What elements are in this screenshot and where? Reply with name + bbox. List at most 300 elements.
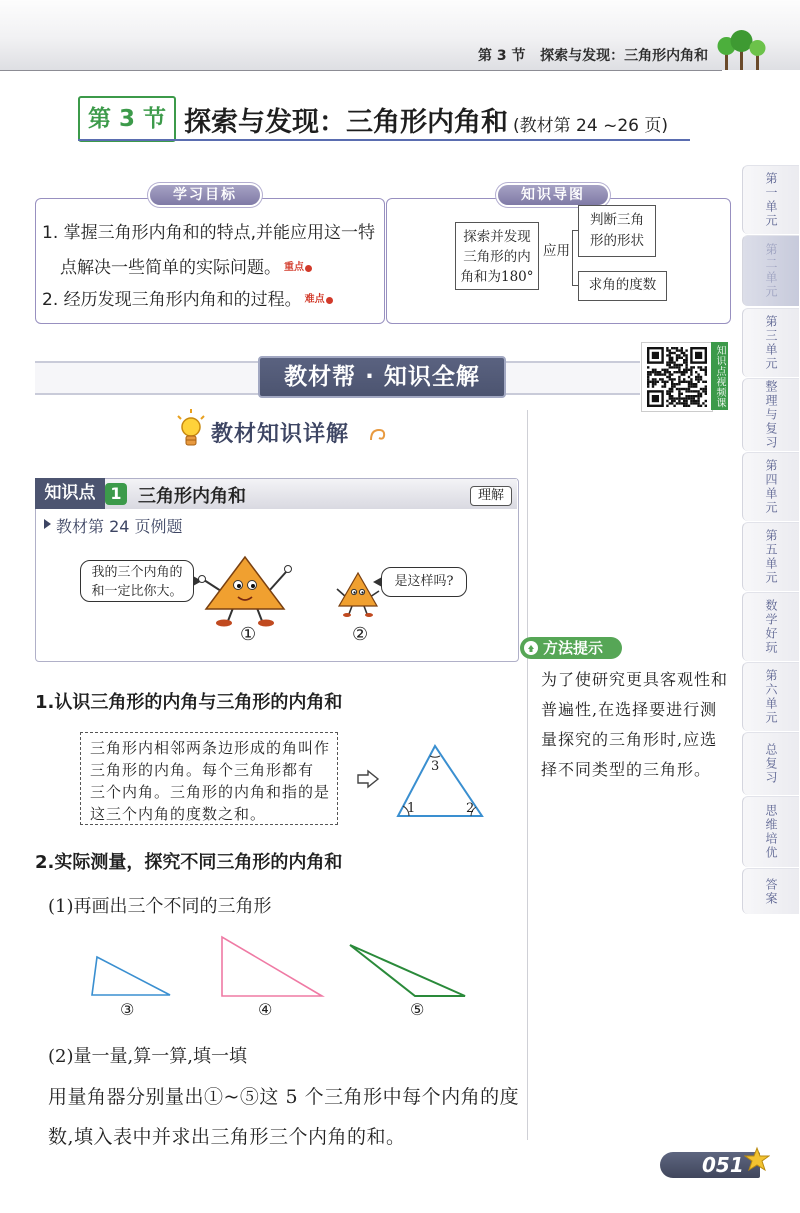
- qr-module: [657, 371, 659, 373]
- textbook-page-range: (教材第 24 ~26 页): [513, 116, 668, 136]
- leg: [228, 608, 233, 621]
- triangle-body: [339, 573, 377, 606]
- goal-1-line-2: [60, 256, 312, 280]
- qr-module: [695, 390, 697, 392]
- qr-module: [673, 397, 675, 399]
- qr-module: [685, 369, 687, 371]
- qr-module: [666, 376, 668, 378]
- side-tab-math-fun[interactable]: 数学好玩: [742, 592, 799, 661]
- qr-module: [695, 385, 697, 387]
- qr-module: [690, 383, 692, 385]
- qr-module: [697, 395, 699, 397]
- qr-module: [669, 364, 671, 366]
- qr-module: [697, 366, 699, 368]
- qr-module: [647, 366, 649, 368]
- header-section: 第 3 节: [478, 48, 526, 64]
- angle-label-3: 3: [431, 759, 440, 774]
- shoe: [365, 613, 373, 617]
- method-tip-line: 量探究的三角形时,应选: [541, 730, 718, 749]
- arm: [269, 572, 286, 591]
- qr-module: [681, 347, 683, 349]
- qr-module: [693, 390, 695, 392]
- page-title: 探索与发现：三角形内角和: [184, 107, 508, 138]
- qr-module: [671, 395, 673, 397]
- triangle-label-4: ④: [258, 1000, 273, 1019]
- qr-module: [690, 390, 692, 392]
- qr-module: [669, 371, 671, 373]
- qr-module: [678, 393, 680, 395]
- qr-module: [681, 388, 683, 390]
- shoe: [216, 620, 232, 627]
- definition-line: 三个内角。三角形的内角和指的是: [90, 783, 331, 801]
- qr-module: [705, 385, 707, 387]
- qr-module: [678, 378, 680, 380]
- header-section-title: [478, 45, 708, 65]
- figure-label-1: ①: [240, 624, 257, 645]
- qr-module: [681, 393, 683, 395]
- qr-module: [671, 383, 673, 385]
- qr-module: [683, 381, 685, 383]
- qr-module: [678, 366, 680, 368]
- qr-module: [678, 388, 680, 390]
- map-leaf-line: 形的形状: [590, 233, 644, 249]
- instruction-line: 数,填入表中并求出三角形三个内角的和。: [48, 1126, 406, 1148]
- drawn-triangles: [80, 930, 480, 1002]
- qr-module: [688, 383, 690, 385]
- qr-module: [700, 405, 702, 407]
- qr-module: [683, 400, 685, 402]
- qr-module: [669, 352, 671, 354]
- qr-module: [661, 378, 663, 380]
- example-reference: 教材第 24 页例题: [56, 517, 183, 536]
- qr-finder: [695, 352, 702, 359]
- qr-module: [661, 385, 663, 387]
- qr-modules: [647, 347, 707, 407]
- qr-module: [664, 369, 666, 371]
- hand: [285, 566, 292, 573]
- qr-module: [671, 400, 673, 402]
- arm: [204, 580, 221, 591]
- qr-module: [666, 361, 668, 363]
- method-tip-line: 择不同类型的三角形。: [541, 760, 712, 779]
- bubble-line: 和一定比你大。: [91, 584, 183, 599]
- qr-module: [683, 369, 685, 371]
- side-tab-answers[interactable]: 答案: [742, 868, 799, 914]
- goal-2: [42, 288, 333, 312]
- qr-module: [671, 359, 673, 361]
- qr-module: [690, 400, 692, 402]
- goal-1-line-1: 1. 掌握三角形内角和的特点,并能应用这一特: [42, 223, 376, 243]
- qr-module: [676, 364, 678, 366]
- qr-module: [705, 369, 707, 371]
- qr-module: [688, 388, 690, 390]
- qr-module: [685, 397, 687, 399]
- qr-module: [673, 371, 675, 373]
- qr-module: [683, 397, 685, 399]
- goal-1-line-2-text: 点解决一些简单的实际问题。: [60, 258, 281, 278]
- qr-module: [673, 378, 675, 380]
- section-title: 教材知识详解: [211, 422, 350, 447]
- qr-module: [666, 405, 668, 407]
- qr-module: [702, 388, 704, 390]
- map-branch-label: 应用: [543, 243, 570, 259]
- qr-module: [693, 400, 695, 402]
- instruction-line: 用量角器分别量出①~⑤这 5 个三角形中每个内角的度: [48, 1086, 520, 1108]
- qr-module: [652, 381, 654, 383]
- qr-module: [676, 349, 678, 351]
- qr-module: [681, 357, 683, 359]
- qr-module: [666, 349, 668, 351]
- map-leaf-line: 判断三角: [590, 212, 644, 228]
- mastery-level-badge: 理解: [470, 486, 512, 506]
- qr-module: [683, 373, 685, 375]
- qr-module: [683, 402, 685, 404]
- qr-module: [666, 390, 668, 392]
- qr-module: [700, 378, 702, 380]
- qr-module: [673, 361, 675, 363]
- side-tab-unit-2[interactable]: 第二单元: [742, 235, 799, 306]
- bubble-line: 我的三个内角的: [91, 565, 183, 580]
- qr-module: [647, 376, 649, 378]
- qr-module: [671, 388, 673, 390]
- qr-module: [688, 395, 690, 397]
- qr-module: [681, 364, 683, 366]
- qr-module: [695, 376, 697, 378]
- qr-module: [673, 366, 675, 368]
- qr-module: [685, 388, 687, 390]
- star-icon: [744, 1146, 770, 1172]
- qr-module: [676, 383, 678, 385]
- qr-module: [678, 371, 680, 373]
- qr-module: [676, 359, 678, 361]
- qr-module: [673, 400, 675, 402]
- qr-module: [671, 357, 673, 359]
- qr-module: [697, 397, 699, 399]
- qr-module: [678, 364, 680, 366]
- knowledge-point-title: 三角形内角和: [138, 486, 246, 507]
- qr-module: [690, 378, 692, 380]
- qr-module: [676, 357, 678, 359]
- qr-module: [666, 393, 668, 395]
- qr-module: [681, 397, 683, 399]
- qr-module: [688, 369, 690, 371]
- qr-module: [695, 400, 697, 402]
- qr-module: [678, 357, 680, 359]
- qr-module: [688, 376, 690, 378]
- qr-module: [688, 405, 690, 407]
- qr-module: [671, 378, 673, 380]
- learning-goals-heading: 学习目标: [150, 185, 260, 205]
- qr-module: [659, 373, 661, 375]
- column-divider: [527, 410, 528, 1140]
- qr-module: [664, 385, 666, 387]
- speech-bubble-2: 是这样吗?: [381, 567, 467, 597]
- speech-bubble-1: [80, 560, 194, 602]
- qr-module: [683, 361, 685, 363]
- qr-module: [671, 381, 673, 383]
- qr-module: [705, 393, 707, 395]
- qr-module: [702, 369, 704, 371]
- qr-module: [681, 352, 683, 354]
- definition-line: 三角形的内角。每个三角形都有: [90, 761, 315, 779]
- qr-module: [664, 373, 666, 375]
- qr-module: [693, 366, 695, 368]
- qr-module: [697, 393, 699, 395]
- step-2: (2)量一量,算一算,填一填: [48, 1046, 247, 1067]
- qr-module: [695, 402, 697, 404]
- qr-module: [693, 383, 695, 385]
- pencil-icon: [326, 297, 333, 304]
- tree-crown: [750, 40, 766, 56]
- qr-module: [700, 369, 702, 371]
- qr-module: [673, 347, 675, 349]
- qr-module: [652, 383, 654, 385]
- qr-module: [690, 381, 692, 383]
- map-connector: [572, 230, 573, 286]
- qr-module: [654, 378, 656, 380]
- qr-module: [669, 366, 671, 368]
- triangle-3: [92, 957, 170, 995]
- method-tip-heading: 方法提示: [543, 639, 604, 657]
- qr-module: [693, 385, 695, 387]
- qr-module: [673, 364, 675, 366]
- qr-module: [681, 349, 683, 351]
- qr-module: [683, 378, 685, 380]
- qr-module: [666, 354, 668, 356]
- bulb-glass: [182, 418, 200, 436]
- qr-module: [697, 402, 699, 404]
- qr-module: [690, 366, 692, 368]
- qr-module: [678, 383, 680, 385]
- side-tab-unit-3[interactable]: 第三单元: [742, 308, 799, 377]
- qr-module: [673, 383, 675, 385]
- qr-module: [678, 354, 680, 356]
- angle-label-1: 1: [407, 801, 416, 816]
- star-shape: [745, 1148, 769, 1170]
- map-root-line: 角和为180°: [460, 269, 534, 285]
- qr-module: [685, 354, 687, 356]
- big-triangle-character: [195, 553, 295, 628]
- qr-module: [666, 381, 668, 383]
- qr-module: [671, 402, 673, 404]
- qr-module: [669, 359, 671, 361]
- qr-module: [676, 371, 678, 373]
- qr-module: [681, 402, 683, 404]
- qr-module: [705, 390, 707, 392]
- leg: [349, 606, 352, 614]
- qr-module: [669, 373, 671, 375]
- qr-module: [647, 381, 649, 383]
- qr-module: [685, 361, 687, 363]
- qr-module: [702, 390, 704, 392]
- definition-line: 这三个内角的度数之和。: [90, 805, 267, 823]
- qr-finder: [652, 352, 659, 359]
- difficult-point-badge: 难点: [304, 294, 325, 305]
- qr-module: [705, 373, 707, 375]
- qr-module: [685, 405, 687, 407]
- qr-module: [700, 395, 702, 397]
- qr-module: [685, 366, 687, 368]
- qr-module: [657, 381, 659, 383]
- qr-module: [659, 378, 661, 380]
- qr-module: [683, 354, 685, 356]
- qr-module: [649, 381, 651, 383]
- qr-module: [678, 390, 680, 392]
- qr-module: [678, 381, 680, 383]
- qr-module: [652, 378, 654, 380]
- qr-module: [690, 395, 692, 397]
- side-tab-unit-6[interactable]: 第六单元: [742, 662, 799, 731]
- qr-module: [666, 347, 668, 349]
- qr-module: [683, 388, 685, 390]
- side-tab-review[interactable]: 整理与复习: [742, 378, 799, 451]
- qr-module: [705, 381, 707, 383]
- qr-module: [693, 395, 695, 397]
- qr-code[interactable]: [641, 342, 713, 412]
- qr-module: [671, 373, 673, 375]
- qr-module: [683, 352, 685, 354]
- tip-icon-stem: [530, 649, 533, 652]
- hand: [199, 576, 206, 583]
- qr-module: [685, 349, 687, 351]
- qr-module: [681, 373, 683, 375]
- side-tab-thinking[interactable]: 思维培优: [742, 796, 799, 867]
- qr-module: [666, 369, 668, 371]
- qr-module: [678, 369, 680, 371]
- leg: [364, 606, 367, 614]
- qr-module: [685, 400, 687, 402]
- qr-module: [705, 371, 707, 373]
- qr-module: [649, 373, 651, 375]
- pupil: [251, 584, 255, 588]
- swirl-decoration: [368, 424, 388, 444]
- qr-module: [697, 378, 699, 380]
- qr-module: [649, 371, 651, 373]
- qr-video-label: 知识点视频课: [711, 342, 728, 410]
- qr-module: [664, 383, 666, 385]
- map-root-line: 三角形的内: [463, 249, 531, 265]
- qr-module: [652, 371, 654, 373]
- trees-icon: [716, 28, 768, 72]
- qr-module: [685, 359, 687, 361]
- qr-module: [669, 357, 671, 359]
- qr-module: [654, 383, 656, 385]
- qr-module: [685, 395, 687, 397]
- qr-module: [695, 383, 697, 385]
- qr-module: [671, 361, 673, 363]
- angle-label-2: 2: [466, 801, 475, 816]
- qr-module: [673, 385, 675, 387]
- map-root-line: 探索并发现: [463, 229, 531, 245]
- qr-module: [705, 366, 707, 368]
- figure-label-2: ②: [352, 624, 369, 645]
- qr-module: [690, 371, 692, 373]
- banner-title: 教材帮 · 知识全解: [258, 356, 506, 398]
- part-2-heading: 2.实际测量，探究不同三角形的内角和: [35, 852, 343, 873]
- side-tab-final-review[interactable]: 总复习: [742, 732, 799, 795]
- shoe: [343, 613, 351, 617]
- qr-module: [671, 397, 673, 399]
- qr-module: [705, 388, 707, 390]
- qr-module: [654, 381, 656, 383]
- tree-crown: [731, 30, 753, 52]
- qr-module: [690, 402, 692, 404]
- map-leaf-find-angle: 求角的度数: [578, 271, 667, 301]
- qr-module: [676, 397, 678, 399]
- qr-module: [664, 381, 666, 383]
- qr-module: [678, 400, 680, 402]
- bulb-ray: [201, 416, 204, 419]
- definition-line: 三角形内相邻两条边形成的角叫作: [90, 739, 331, 757]
- qr-module: [705, 400, 707, 402]
- triangle-5: [350, 945, 465, 996]
- qr-module: [676, 402, 678, 404]
- qr-module: [685, 390, 687, 392]
- qr-module: [671, 347, 673, 349]
- qr-module: [666, 364, 668, 366]
- qr-module: [669, 361, 671, 363]
- side-tab-unit-5[interactable]: 第五单元: [742, 522, 799, 591]
- qr-module: [671, 366, 673, 368]
- map-root-node: [455, 222, 539, 290]
- qr-module: [702, 402, 704, 404]
- qr-module: [700, 376, 702, 378]
- qr-module: [676, 366, 678, 368]
- qr-module: [669, 378, 671, 380]
- shoe: [258, 620, 274, 627]
- qr-module: [669, 388, 671, 390]
- qr-module: [690, 373, 692, 375]
- qr-module: [678, 402, 680, 404]
- leg: [257, 608, 262, 621]
- key-point-badge: 重点: [284, 262, 304, 273]
- qr-module: [702, 381, 704, 383]
- qr-module: [697, 373, 699, 375]
- qr-module: [669, 390, 671, 392]
- bulb-ray: [178, 416, 181, 419]
- header-title: 探索与发现：三角形内角和: [540, 48, 709, 64]
- method-tip-icon: [523, 640, 539, 656]
- section-number-box: 第 3 节: [78, 96, 176, 142]
- qr-module: [647, 385, 649, 387]
- qr-module: [695, 371, 697, 373]
- qr-module: [676, 354, 678, 356]
- side-tab-unit-4[interactable]: 第四单元: [742, 452, 799, 521]
- qr-module: [693, 402, 695, 404]
- swirl-path: [371, 430, 384, 440]
- qr-module: [700, 393, 702, 395]
- qr-module: [678, 349, 680, 351]
- side-tab-unit-1[interactable]: 第一单元: [742, 165, 799, 234]
- qr-module: [681, 371, 683, 373]
- header-rule: [0, 70, 722, 71]
- qr-module: [654, 373, 656, 375]
- qr-module: [652, 385, 654, 387]
- qr-module: [673, 352, 675, 354]
- knowledge-point-number: 1: [105, 483, 127, 505]
- bullet-marker-icon: [44, 519, 51, 529]
- triangle-label-5: ⑤: [410, 1000, 425, 1019]
- qr-module: [666, 400, 668, 402]
- method-tip-line: 普遍性,在选择要进行测: [541, 700, 718, 719]
- qr-module: [647, 373, 649, 375]
- qr-module: [678, 397, 680, 399]
- qr-module: [697, 381, 699, 383]
- title-underline: [78, 139, 690, 141]
- qr-module: [647, 378, 649, 380]
- qr-module: [683, 359, 685, 361]
- qr-module: [669, 395, 671, 397]
